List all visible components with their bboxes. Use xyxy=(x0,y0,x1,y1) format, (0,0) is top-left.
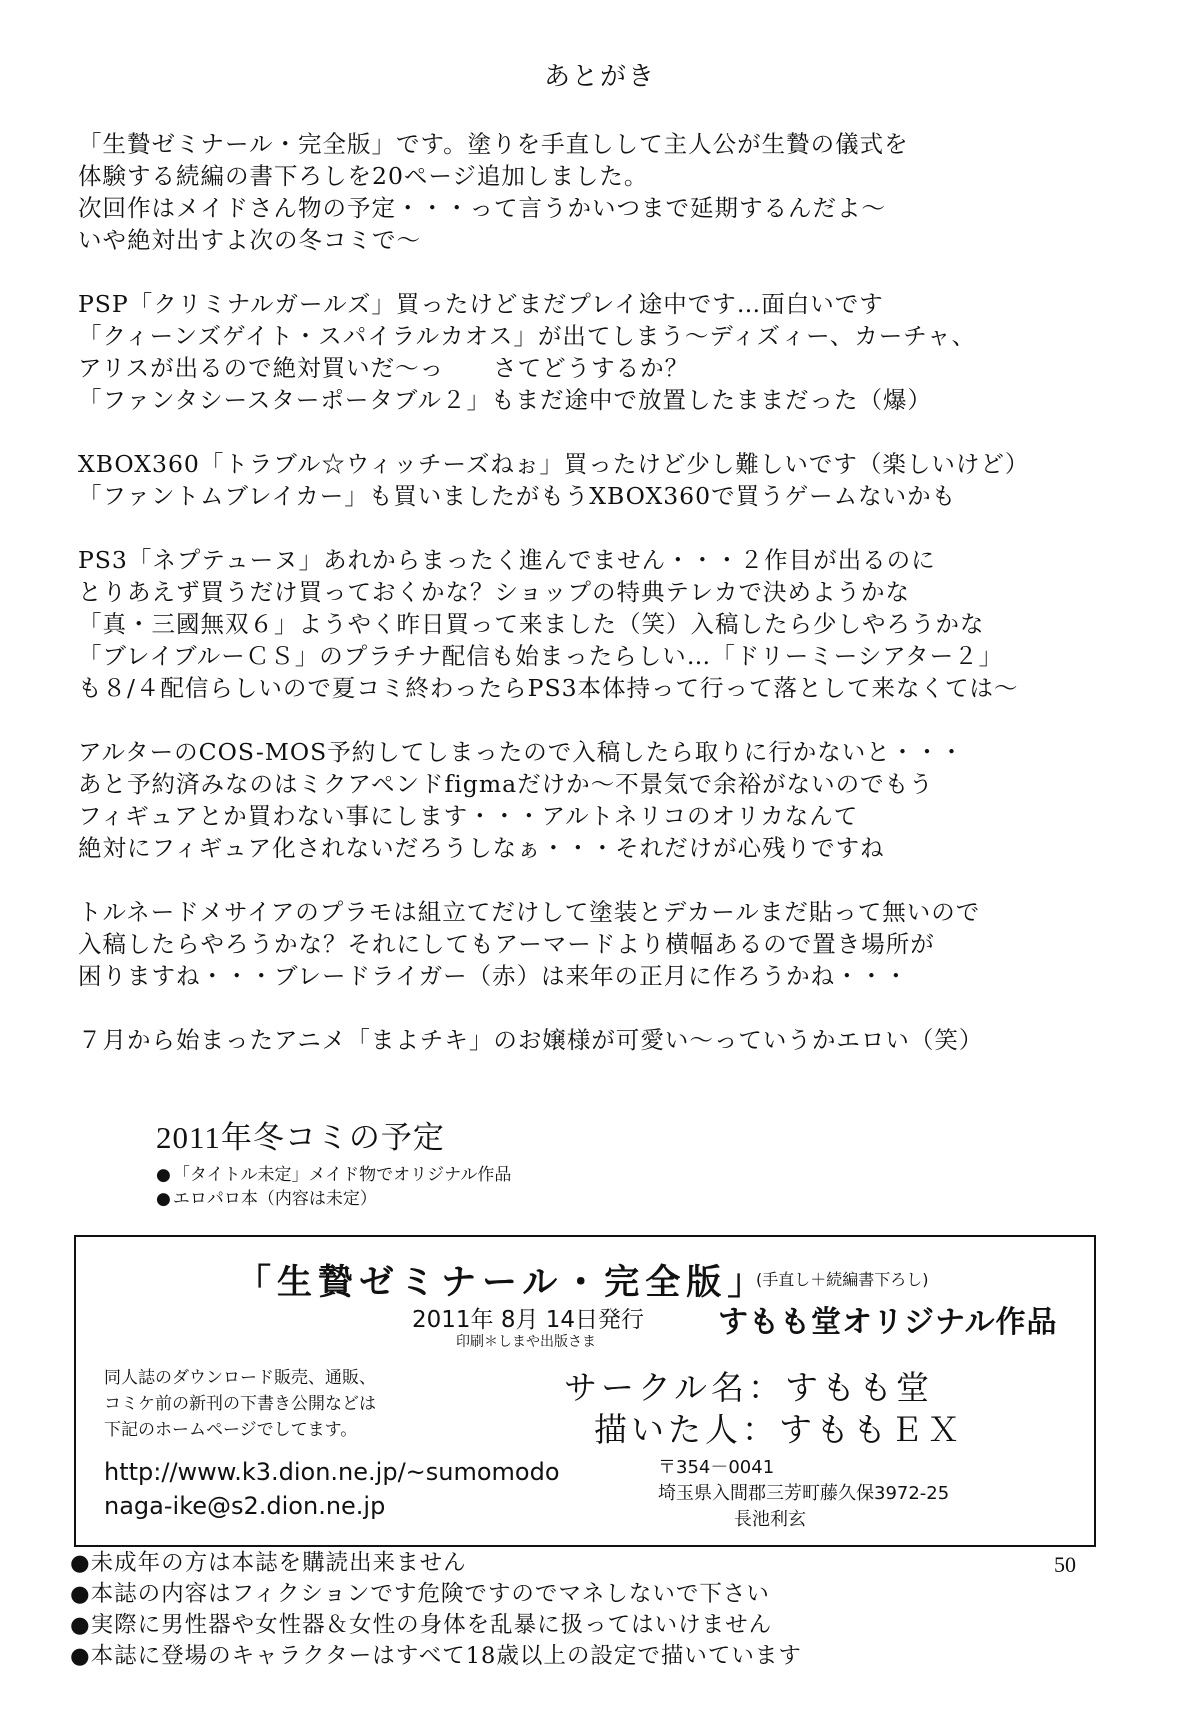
schedule-list xyxy=(156,1163,511,1211)
afterword-paragraph xyxy=(78,544,1138,704)
afterword-body xyxy=(78,128,1138,1088)
contact-links xyxy=(104,1455,560,1523)
afterword-line: ７月から始まったアニメ「まよチキ」のお嬢様が可愛い～っていうかエロい（笑） xyxy=(78,1026,984,1054)
afterword-paragraph xyxy=(78,736,1138,864)
afterword-line: 困りますね・・・ブレードライガー（赤）は来年の正月に作ろうかね・・・ xyxy=(78,962,909,990)
warning-item: ● 未成年の方は本誌を購読出来ません xyxy=(70,1548,802,1579)
warning-item: ● 実際に男性器や女性器＆女性の身体を乱暴に扱ってはいけません xyxy=(70,1610,802,1641)
warning-item: ● 本誌の内容はフィクションです危険ですのでマネしないで下さい xyxy=(70,1579,802,1610)
page-title: あとがき xyxy=(543,62,656,92)
warnings-list xyxy=(70,1548,802,1672)
afterword-line: あと予約済みなのはミクアペンドfigmaだけか～不景気で余裕がないのでもう xyxy=(78,770,934,798)
afterword-line: 入稿したらやろうかな？それにしてもアーマードより横幅あるので置き場所が xyxy=(78,930,935,958)
homepage-notice xyxy=(104,1365,376,1443)
email-address: naga-ike@s2.dion.ne.jp xyxy=(104,1492,386,1520)
afterword-line: 体験する続編の書下ろしを20ページ追加しました。 xyxy=(78,162,649,190)
afterword-line: 「真・三國無双６」ようやく昨日買って来ました（笑）入稿したら少しやろうかな xyxy=(78,610,985,638)
afterword-line: 「生贄ゼミナール・完全版」です。塗りを手直しして主人公が生贄の儀式を xyxy=(78,130,909,158)
page-number: 50 xyxy=(1054,1552,1076,1577)
street-address: 埼玉県入間郡三芳町藤久保3972-25 xyxy=(658,1483,950,1504)
schedule-item: ● 「タイトル未定」メイド物でオリジナル作品 xyxy=(156,1163,511,1187)
homepage-url: http://www.k3.dion.ne.jp/~sumomodo xyxy=(104,1458,560,1486)
printer-credit: 印刷＊しまや出版さま xyxy=(456,1334,596,1350)
warning-item: ● 本誌に登場のキャラクターはすべて18歳以上の設定で描いています xyxy=(70,1641,802,1672)
afterword-paragraph xyxy=(78,128,1138,256)
postal-address xyxy=(658,1455,949,1533)
circle-info xyxy=(564,1367,964,1451)
afterword-paragraph xyxy=(78,896,1138,992)
afterword-line: アルターのCOS-MOS予約してしまったので入稿したら取りに行かないと・・・ xyxy=(78,738,965,766)
afterword-line: PS3「ネプテューヌ」あれからまったく進んでません・・・２作目が出るのに xyxy=(78,546,936,574)
afterword-line: トルネードメサイアのプラモは組立てだけして塗装とデカールまだ貼って無いので xyxy=(78,898,981,926)
artist-name: 描いた人：すももＥＸ xyxy=(594,1410,964,1449)
afterword-line: 「ファントムブレイカー」も買いましたがもうXBOX360で買うゲームないかも xyxy=(78,482,957,510)
colophon-box xyxy=(74,1235,1096,1547)
afterword-line: アリスが出るので絶対買いだ～っ さてどうするか？ xyxy=(78,354,690,382)
schedule-item: ● エロパロ本（内容は未定） xyxy=(156,1187,511,1211)
afterword-line: いや絶対出すよ次の冬コミで～ xyxy=(78,226,421,254)
afterword-line: も８/４配信らしいので夏コミ終わったらPS3本体持って行って落として来なくては～ xyxy=(78,674,1019,702)
afterword-line: 「クィーンズゲイト・スパイラルカオス」が出てしまう～ディズィー、カーチャ、 xyxy=(78,322,977,350)
afterword-paragraph xyxy=(78,1024,1138,1056)
colophon-title: 「生贄ゼミナール・完全版」 xyxy=(236,1262,769,1303)
notice-line: 下記のホームページでしてます。 xyxy=(104,1420,358,1440)
afterword-line: 「ブレイブルーＣＳ」のプラチナ配信も始まったらしい…「ドリーミーシアター２」 xyxy=(78,642,1004,670)
postal-code: 〒354－0041 xyxy=(658,1457,775,1478)
notice-line: 同人誌のダウンロード販売、通販、 xyxy=(104,1368,376,1388)
original-work-label: すもも堂オリジナル作品 xyxy=(718,1305,1058,1340)
afterword-line: 「ファンタシースターポータブル２」もまだ途中で放置したままだった（爆） xyxy=(78,386,932,414)
afterword-paragraph xyxy=(78,288,1138,416)
afterword-line: XBOX360「トラブル☆ウィッチーズねぉ」買ったけど少し難しいです（楽しいけど） xyxy=(78,450,1030,478)
contact-person: 長池利玄 xyxy=(734,1509,806,1530)
issue-date: 2011年 8月 14日発行 xyxy=(412,1307,645,1333)
afterword-line: とりあえず買うだけ買っておくかな？ショップの特典テレカで決めようかな xyxy=(78,578,911,606)
colophon-title-note: (手直し＋続編書下ろし) xyxy=(756,1270,929,1289)
afterword-line: フィギュアとか買わない事にします・・・アルトネリコのオリカなんて xyxy=(78,802,859,830)
circle-name: サークル名：すもも堂 xyxy=(564,1368,934,1407)
schedule-heading: 2011年冬コミの予定 xyxy=(156,1120,445,1155)
afterword-line: PSP「クリミナルガールズ」買ったけどまだプレイ途中です…面白いです xyxy=(78,290,884,318)
notice-line: コミケ前の新刊の下書き公開などは xyxy=(104,1394,376,1414)
afterword-line: 絶対にフィギュア化されないだろうしなぁ・・・それだけが心残りですね xyxy=(78,834,885,862)
afterword-paragraph xyxy=(78,448,1138,512)
afterword-line: 次回作はメイドさん物の予定・・・って言うかいつまで延期するんだよ～ xyxy=(78,194,887,222)
